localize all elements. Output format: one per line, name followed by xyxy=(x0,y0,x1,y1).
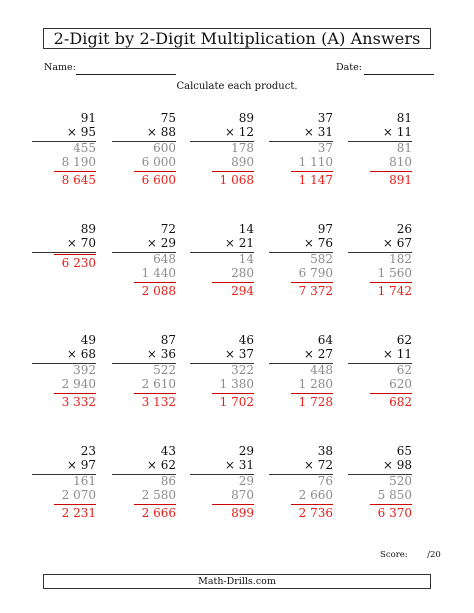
instruction-text: Calculate each product. xyxy=(176,81,298,92)
answer: 2 231 xyxy=(61,506,96,520)
problem-3 xyxy=(190,112,254,188)
partial-product-2: 6 790 xyxy=(298,266,333,280)
multiplier: × 11 xyxy=(348,348,412,364)
problem-1 xyxy=(32,112,96,188)
partial-product-2: 890 xyxy=(231,155,254,169)
multiplicand: 46 xyxy=(238,333,254,347)
problem-10 xyxy=(348,223,412,299)
multiplier: × 31 xyxy=(190,459,254,475)
partial-product-2: 2 660 xyxy=(298,488,333,502)
partial-product-2: 1 440 xyxy=(141,266,176,280)
problem-11 xyxy=(32,334,96,410)
multiplicand: 14 xyxy=(238,222,254,236)
answer: 8 645 xyxy=(61,173,96,187)
multiplier: × 88 xyxy=(112,126,176,142)
multiplier: × 62 xyxy=(112,459,176,475)
answer: 1 728 xyxy=(298,395,333,409)
multiplicand: 97 xyxy=(317,222,333,236)
problem-2 xyxy=(112,112,176,188)
name-label: Name: xyxy=(44,62,76,73)
answer: 1 702 xyxy=(219,395,254,409)
score-total: /20 xyxy=(427,550,441,560)
multiplicand: 65 xyxy=(396,444,412,458)
partial-product-2: 810 xyxy=(389,155,412,169)
problem-6 xyxy=(32,223,96,271)
partial-product-1: 520 xyxy=(389,474,412,488)
date-field-line xyxy=(364,74,434,75)
partial-product-2: 620 xyxy=(389,377,412,391)
name-date-row xyxy=(44,62,432,78)
answer: 7 372 xyxy=(298,284,333,298)
problem-19 xyxy=(269,445,333,521)
partial-product-2: 2 070 xyxy=(61,488,96,502)
partial-product-1: 322 xyxy=(231,363,254,377)
partial-product-2: 6 000 xyxy=(141,155,176,169)
partial-product-1: 178 xyxy=(231,141,254,155)
problem-17 xyxy=(112,445,176,521)
multiplicand: 72 xyxy=(160,222,176,236)
multiplicand: 81 xyxy=(396,111,412,125)
answer: 682 xyxy=(389,395,412,409)
partial-product-1: 37 xyxy=(317,141,333,155)
partial-product-1: 455 xyxy=(73,141,96,155)
answer: 6 370 xyxy=(377,506,412,520)
multiplicand: 26 xyxy=(396,222,412,236)
date-label: Date: xyxy=(336,62,362,73)
problem-12 xyxy=(112,334,176,410)
name-field-line xyxy=(76,74,176,75)
answer: 1 068 xyxy=(219,173,254,187)
partial-product-1: 182 xyxy=(389,252,412,266)
problem-14 xyxy=(269,334,333,410)
multiplier: × 72 xyxy=(269,459,333,475)
answer: 6 230 xyxy=(61,256,96,270)
partial-product-1: 392 xyxy=(73,363,96,377)
problem-4 xyxy=(269,112,333,188)
answer: 899 xyxy=(231,506,254,520)
score-label: Score: xyxy=(380,550,408,560)
multiplicand: 29 xyxy=(238,444,254,458)
problem-16 xyxy=(32,445,96,521)
multiplicand: 38 xyxy=(317,444,333,458)
partial-product-1: 582 xyxy=(310,252,333,266)
multiplier: × 95 xyxy=(32,126,96,142)
partial-product-1: 522 xyxy=(153,363,176,377)
partial-product-2: 870 xyxy=(231,488,254,502)
multiplier: × 27 xyxy=(269,348,333,364)
multiplicand: 89 xyxy=(238,111,254,125)
partial-product-1: 62 xyxy=(396,363,412,377)
score-area xyxy=(380,550,441,560)
multiplier: × 37 xyxy=(190,348,254,364)
answer: 1 742 xyxy=(377,284,412,298)
partial-product-2: 2 580 xyxy=(141,488,176,502)
multiplicand: 89 xyxy=(80,222,96,236)
multiplier: × 70 xyxy=(32,237,96,253)
multiplicand: 37 xyxy=(317,111,333,125)
answer: 2 088 xyxy=(141,284,176,298)
multiplier: × 29 xyxy=(112,237,176,253)
multiplicand: 49 xyxy=(80,333,96,347)
partial-product-2: 5 850 xyxy=(377,488,412,502)
partial-product-1: 648 xyxy=(153,252,176,266)
problem-13 xyxy=(190,334,254,410)
partial-product-1: 448 xyxy=(310,363,333,377)
multiplicand: 87 xyxy=(160,333,176,347)
multiplier: × 12 xyxy=(190,126,254,142)
answer: 891 xyxy=(389,173,412,187)
partial-product-2: 8 190 xyxy=(61,155,96,169)
partial-product-1: 81 xyxy=(396,141,412,155)
problem-20 xyxy=(348,445,412,521)
problem-7 xyxy=(112,223,176,299)
answer: 3 332 xyxy=(61,395,96,409)
answer: 294 xyxy=(231,284,254,298)
partial-product-1: 29 xyxy=(238,474,254,488)
multiplier: × 31 xyxy=(269,126,333,142)
multiplicand: 43 xyxy=(160,444,176,458)
multiplier: × 68 xyxy=(32,348,96,364)
partial-product-1: 86 xyxy=(160,474,176,488)
partial-product-2: 2 610 xyxy=(141,377,176,391)
problem-9 xyxy=(269,223,333,299)
multiplicand: 64 xyxy=(317,333,333,347)
multiplier: × 11 xyxy=(348,126,412,142)
partial-product-1: 161 xyxy=(73,474,96,488)
multiplicand: 75 xyxy=(160,111,176,125)
answer: 1 147 xyxy=(298,173,333,187)
partial-product-2: 280 xyxy=(231,266,254,280)
answer: 2 736 xyxy=(298,506,333,520)
multiplier: × 76 xyxy=(269,237,333,253)
footer-site: Math-Drills.com xyxy=(43,574,431,589)
multiplicand: 62 xyxy=(396,333,412,347)
multiplier: × 67 xyxy=(348,237,412,253)
answer: 3 132 xyxy=(141,395,176,409)
problem-18 xyxy=(190,445,254,521)
partial-product-2: 1 280 xyxy=(298,377,333,391)
answer: 2 666 xyxy=(141,506,176,520)
problem-5 xyxy=(348,112,412,188)
multiplicand: 23 xyxy=(80,444,96,458)
partial-product-2: 1 110 xyxy=(298,155,333,169)
partial-product-1: 14 xyxy=(238,252,254,266)
answer: 6 600 xyxy=(141,173,176,187)
problem-15 xyxy=(348,334,412,410)
multiplier: × 98 xyxy=(348,459,412,475)
partial-product-1: 600 xyxy=(153,141,176,155)
partial-product-2: 1 380 xyxy=(219,377,254,391)
problem-8 xyxy=(190,223,254,299)
page-title: 2-Digit by 2-Digit Multiplication (A) Answers xyxy=(43,28,431,49)
multiplier: × 21 xyxy=(190,237,254,253)
multiplier: × 97 xyxy=(32,459,96,475)
multiplicand: 91 xyxy=(80,111,96,125)
multiplier: × 36 xyxy=(112,348,176,364)
partial-product-2: 1 560 xyxy=(377,266,412,280)
partial-product-1: 76 xyxy=(317,474,333,488)
partial-product-2: 2 940 xyxy=(61,377,96,391)
